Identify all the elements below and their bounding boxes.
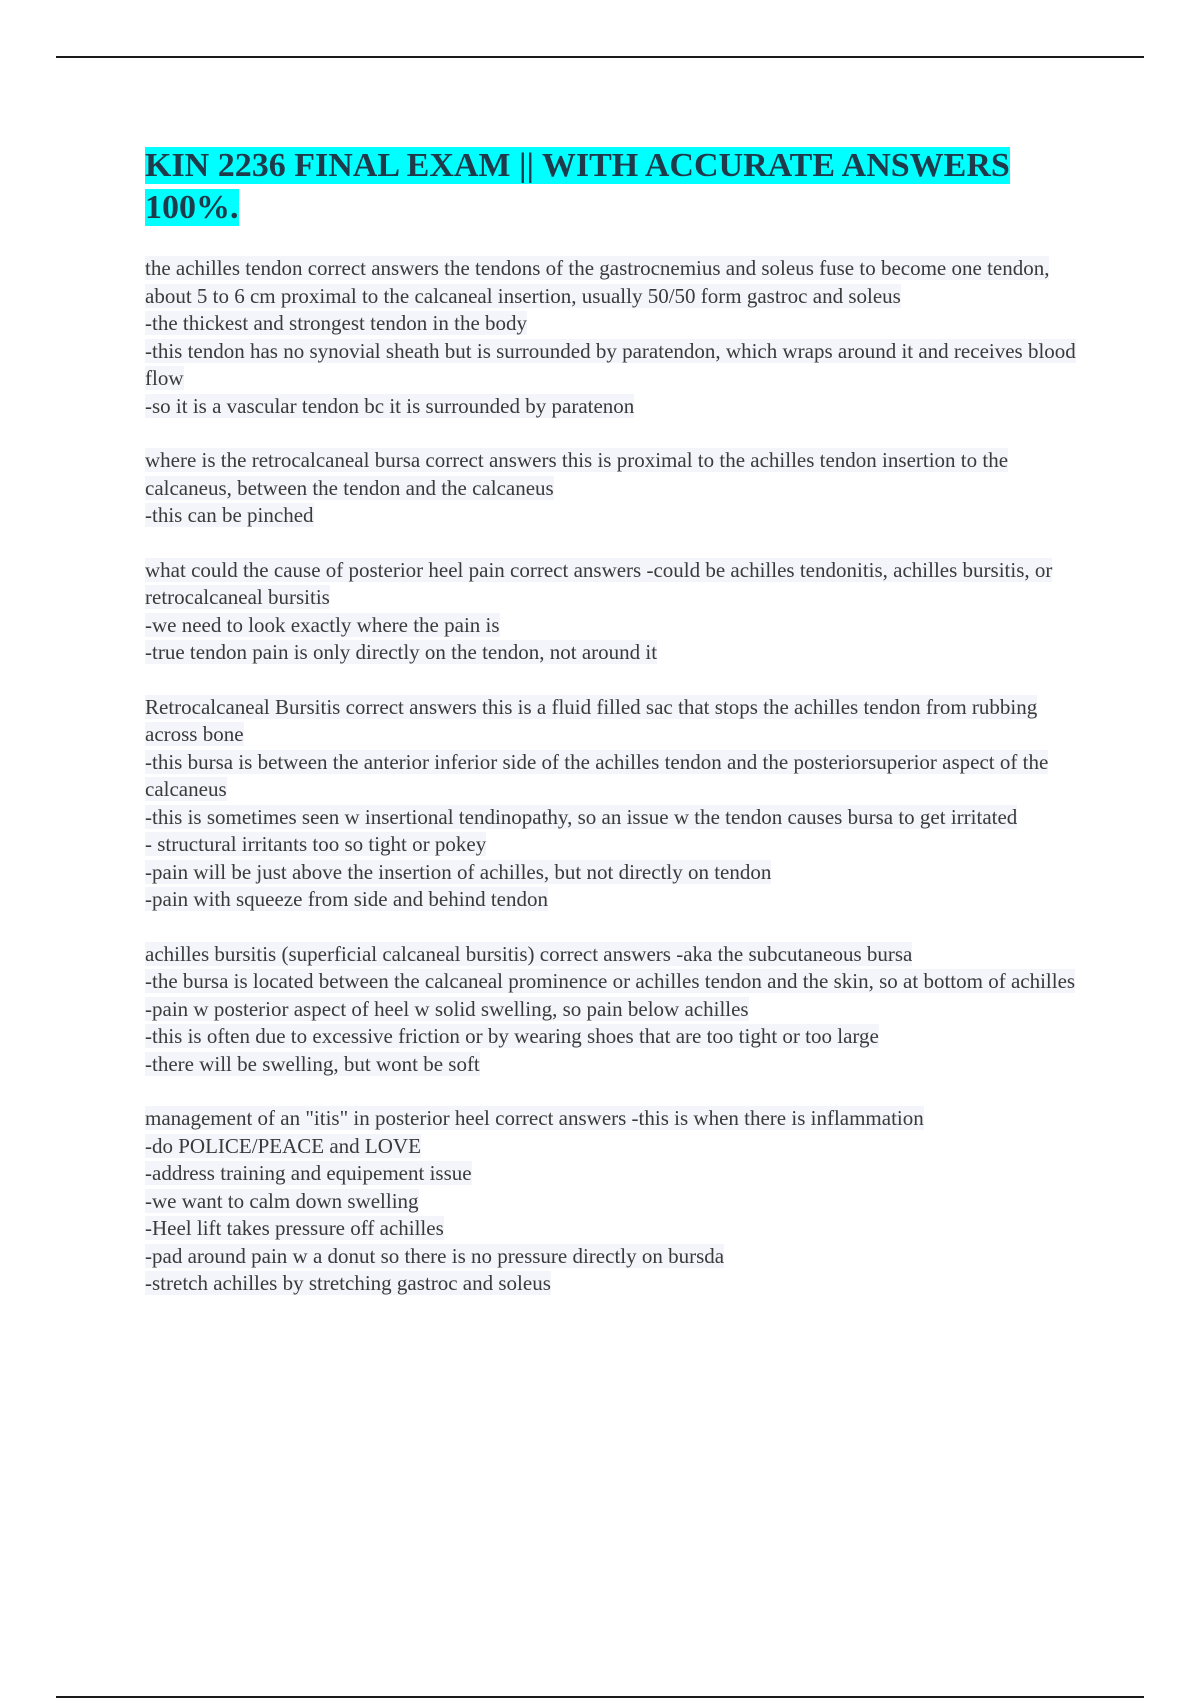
- entry-line: -this can be pinched: [145, 503, 314, 527]
- entry-line: -we need to look exactly where the pain is: [145, 612, 500, 637]
- entry-line: -true tendon pain is only directly on the tendon, not around it: [145, 640, 658, 664]
- title-highlight: KIN 2236 FINAL EXAM || WITH ACCURATE ANSWERS 100%.: [145, 147, 1010, 226]
- entry-line: what could the cause of posterior heel pain correct answers -could be achilles tendonitis, achilles bursitis, or retrocalcaneal bursitis: [145, 557, 1053, 609]
- entry-line: -the thickest and strongest tendon in the body: [145, 311, 528, 335]
- entry-line: -there will be swelling, but wont be soft: [145, 1051, 480, 1076]
- bottom-rule: [56, 1696, 1144, 1698]
- document-title: [145, 145, 1085, 229]
- entry-line: management of an "itis" in posterior heel correct answers -this is when there is inflammation: [145, 1106, 924, 1130]
- entry-line: achilles bursitis (superficial calcaneal bursitis) correct answers -aka the subcutaneous bursa: [145, 941, 913, 966]
- entry-line: -do POLICE/PEACE and LOVE: [145, 1133, 421, 1158]
- entry-posterior-heel-pain: [145, 557, 1085, 667]
- entry-line: the achilles tendon correct answers the tendons of the gastrocnemius and soleus fuse to become one tendon, about 5 to 6 cm proximal to the calcaneal insertion, usually 50/50 form gastroc and soleus: [145, 256, 1050, 308]
- entry-line: -this is often due to excessive friction or by wearing shoes that are too tight or too large: [145, 1024, 879, 1048]
- entry-line: -so it is a vascular tendon bc it is surrounded by paratenon: [145, 393, 635, 418]
- entry-line: Retrocalcaneal Bursitis correct answers this is a fluid filled sac that stops the achilles tendon from rubbing across bone: [145, 694, 1038, 746]
- entry-line: -pad around pain w a donut so there is no pressure directly on bursda: [145, 1243, 725, 1268]
- entry-achilles-tendon: [145, 255, 1085, 420]
- entry-retrocalcaneal-bursitis: [145, 694, 1085, 914]
- entry-line: -stretch achilles by stretching gastroc and soleus: [145, 1271, 551, 1295]
- entry-line: -this tendon has no synovial sheath but is surrounded by paratendon, which wraps around it and receives blood flow: [145, 338, 1076, 390]
- entry-line: -pain w posterior aspect of heel w solid swelling, so pain below achilles: [145, 996, 749, 1021]
- entry-line: -address training and equipement issue: [145, 1161, 472, 1185]
- entry-retrocalcaneal-bursa-location: [145, 447, 1085, 530]
- entry-management-itis: [145, 1105, 1085, 1298]
- entry-achilles-bursitis: [145, 941, 1085, 1079]
- entry-line: -we want to calm down swelling: [145, 1188, 419, 1213]
- entry-line: -this bursa is between the anterior inferior side of the achilles tendon and the posteriorsuperior aspect of the calcaneus: [145, 749, 1049, 801]
- document-body: [145, 145, 1085, 1325]
- entry-line: -the bursa is located between the calcaneal prominence or achilles tendon and the skin, so at bottom of achilles: [145, 969, 1076, 993]
- entry-line: -Heel lift takes pressure off achilles: [145, 1216, 444, 1240]
- entry-line: where is the retrocalcaneal bursa correct answers this is proximal to the achilles tendon insertion to the calcaneus, between the tendon and the calcaneus: [145, 448, 1009, 500]
- entry-line: -this is sometimes seen w insertional tendinopathy, so an issue w the tendon causes bursa to get irritated: [145, 804, 1018, 829]
- entry-line: -pain will be just above the insertion of achilles, but not directly on tendon: [145, 859, 772, 884]
- entry-line: -pain with squeeze from side and behind tendon: [145, 887, 548, 911]
- top-rule: [56, 56, 1144, 58]
- entry-line: - structural irritants too so tight or pokey: [145, 832, 487, 856]
